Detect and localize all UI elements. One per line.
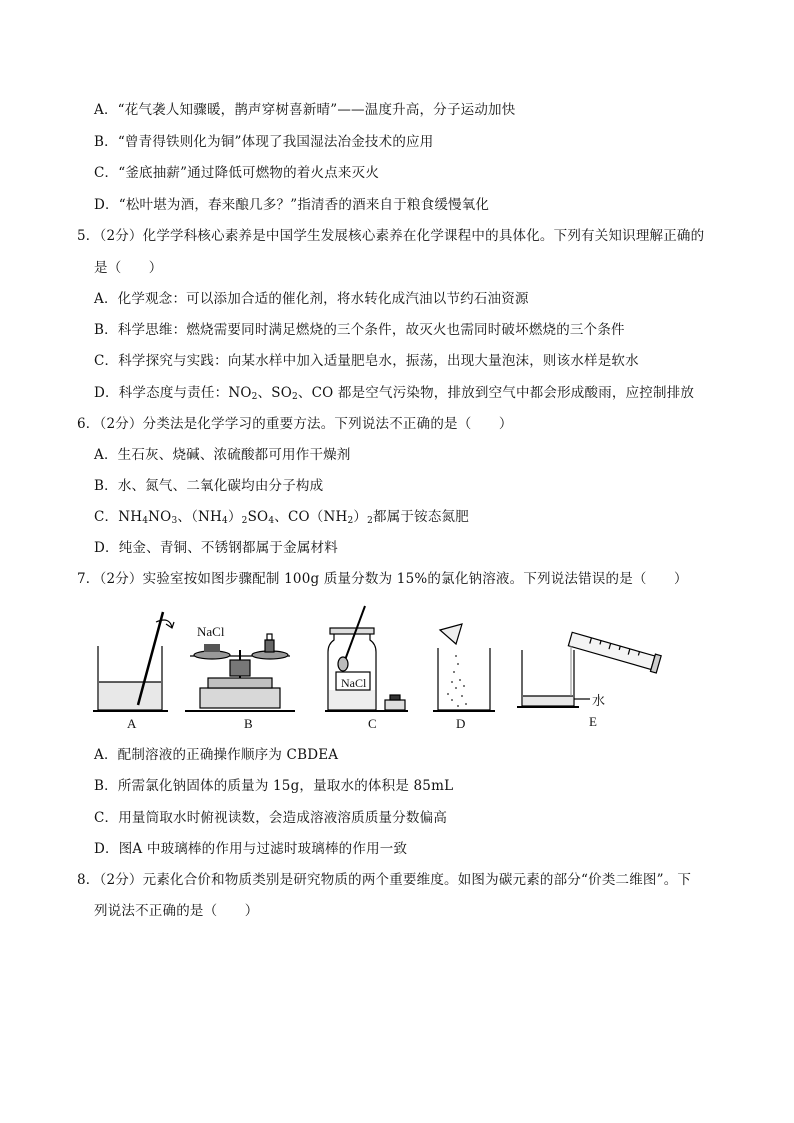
q6-stem: 6．（2分）分类法是化学学习的重要方法。下列说法不正确的是（ ） [77,416,513,432]
beaker-d-icon [433,624,495,711]
q8-stem: 8．（2分）元素化合价和物质类别是研究物质的两个重要维度。如图为碳元素的部分“价类二维图”。下 [77,872,692,888]
q5-option-a: A．化学观念：可以添加合适的催化剂，将水转化成汽油以节约石油资源 [94,291,529,307]
experiment-diagram [90,600,670,735]
q7-stem: 7．（2分）实验室按如图步骤配制 100g 质量分数为 15%的氯化钠溶液。下列说法错误的是（ ） [77,571,688,587]
beaker-a-icon [93,612,174,711]
nacl-label-c: NaCl [341,676,367,690]
figure-label-d: D [456,716,466,731]
q4-option-c: C．“釜底抽薪”通过降低可燃物的着火点来灭火 [94,165,380,181]
q4-option-d: D．“松叶堪为酒，春来酿几多？”指清香的酒来自于粮食缓慢氧化 [94,197,490,213]
q4-option-a: A．“花气袭人知骤暖，鹊声穿树喜新晴”——温度升高，分子运动加快 [94,102,516,118]
figure-label-a: A [127,716,137,731]
q6-option-a: A．生石灰、烧碱、浓硫酸都可用作干燥剂 [94,447,351,463]
q5-stem-cont: 是（ ） [94,260,163,276]
figure-label-e: E [589,714,597,729]
q7-experiment-figure [90,600,670,735]
q7-option-c: C．用量筒取水时俯视读数，会造成溶液溶质质量分数偏高 [94,810,448,826]
q7-option-a: A．配制溶液的正确操作顺序为 CBDEA [94,747,339,763]
figure-label-b: B [244,716,253,731]
q6-option-d: D．纯金、青铜、不锈钢都属于金属材料 [94,540,338,556]
q5-option-d: D．科学态度与责任：$NO_2$、$SO_2$、CO 都是空气污染物，排放到空气中都会形成酸雨，应控制排放 [94,385,695,402]
q4-option-b: B．“曾青得铁则化为铜”体现了我国湿法冶金技术的应用 [94,134,434,150]
water-label: 水 [592,693,606,708]
q8-stem-cont: 列说法不正确的是（ ） [94,903,259,919]
reagent-bottle-c-icon [325,606,408,711]
beaker-e-icon [517,630,661,707]
q5-option-b: B．科学思维：燃烧需要同时满足燃烧的三个条件，故灭火也需同时破坏燃烧的三个条件 [94,322,625,338]
balance-b-icon [185,634,295,711]
q5-stem: 5．（2分）化学学科核心素养是中国学生发展核心素养在化学课程中的具体化。下列有关知识理解正确的 [77,228,705,244]
nacl-label-b: NaCl [197,624,225,639]
q7-option-d: D．图A 中玻璃棒的作用与过滤时玻璃棒的作用一致 [94,841,408,857]
q6-option-b: B．水、氮气、二氧化碳均由分子构成 [94,478,324,494]
q6-option-c: C．$NH_4NO_3$、$(NH_4)_2SO_4$、$CO(NH_2)_2$都属于铵态氮肥 [94,509,469,526]
q5-option-c: C．科学探究与实践：向某水样中加入适量肥皂水，振荡，出现大量泡沫，则该水样是软水 [94,353,639,369]
q7-option-b: B．所需氯化钠固体的质量为 15g，量取水的体积是 85mL [94,778,454,794]
figure-label-c: C [368,716,377,731]
